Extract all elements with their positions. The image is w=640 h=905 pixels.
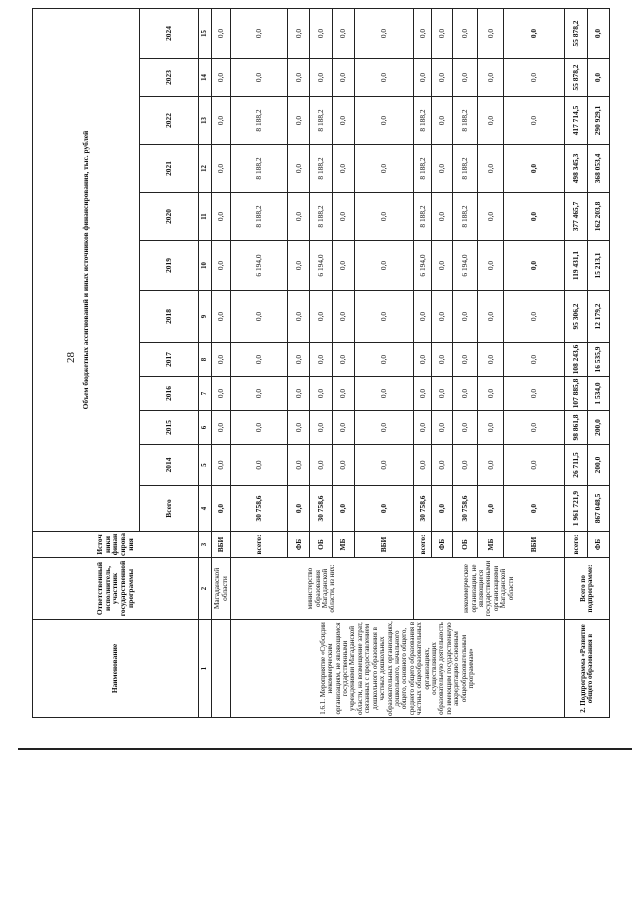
value-cell: 0,0: [504, 145, 565, 193]
year-header: 2014: [139, 445, 198, 486]
subprogram-executor: Всего по подпрограмме:: [565, 558, 610, 620]
value-cell: 0,0: [332, 445, 354, 486]
value-cell: 0,0: [211, 241, 230, 291]
value-cell: 8 188,2: [310, 145, 332, 193]
value-cell: 6 194,0: [413, 241, 431, 291]
table-row: [565, 9, 587, 718]
value-cell: 0,0: [354, 59, 413, 97]
value-cell: 107 885,8: [565, 377, 587, 411]
value-cell: 0,0: [413, 343, 431, 377]
source-cell: ФБ: [287, 532, 309, 558]
source-cell: ВБИ: [504, 532, 565, 558]
value-cell: 0,0: [432, 486, 453, 532]
value-cell: 200,0: [587, 411, 609, 445]
value-cell: 0,0: [477, 343, 503, 377]
value-cell: 0,0: [453, 343, 477, 377]
value-cell: 0,0: [432, 411, 453, 445]
value-cell: 8 188,2: [413, 97, 431, 145]
value-cell: 119 431,1: [565, 241, 587, 291]
year-header: 2022: [139, 97, 198, 145]
value-cell: 0,0: [504, 59, 565, 97]
source-cell: ФБ: [587, 532, 609, 558]
year-header: 2019: [139, 241, 198, 291]
budget-table: [32, 8, 610, 718]
value-cell: 0,0: [432, 97, 453, 145]
value-cell: 200,0: [587, 445, 609, 486]
value-cell: 0,0: [231, 377, 288, 411]
value-cell: 0,0: [477, 486, 503, 532]
value-cell: 0,0: [453, 9, 477, 59]
value-cell: 0,0: [432, 145, 453, 193]
year-header: 2015: [139, 411, 198, 445]
value-cell: 0,0: [413, 377, 431, 411]
executor-ministry: министерство образования Магаданской области, из них:: [231, 558, 414, 620]
value-cell: 0,0: [231, 445, 288, 486]
value-cell: 0,0: [504, 291, 565, 343]
value-cell: 0,0: [354, 145, 413, 193]
value-cell: 0,0: [477, 377, 503, 411]
value-cell: 0,0: [504, 97, 565, 145]
value-cell: 0,0: [231, 59, 288, 97]
value-cell: 0,0: [432, 59, 453, 97]
source-cell: МБ: [332, 532, 354, 558]
value-cell: 0,0: [504, 445, 565, 486]
value-cell: 0,0: [231, 343, 288, 377]
value-cell: 0,0: [287, 59, 309, 97]
value-cell: 26 711,5: [565, 445, 587, 486]
name-cell-empty: [211, 620, 230, 718]
value-cell: 0,0: [432, 193, 453, 241]
value-cell: 95 306,2: [565, 291, 587, 343]
value-cell: 0,0: [477, 97, 503, 145]
value-cell: 0,0: [477, 445, 503, 486]
value-cell: 0,0: [453, 445, 477, 486]
column-number: 14: [198, 59, 211, 97]
subprogram-name: 2. Подпрограмма «Развитие общего образования в: [565, 620, 610, 718]
value-cell: 0,0: [287, 377, 309, 411]
value-cell: 0,0: [287, 445, 309, 486]
value-cell: 0,0: [310, 411, 332, 445]
column-number: 7: [198, 377, 211, 411]
value-cell: 0,0: [287, 241, 309, 291]
value-cell: 0,0: [432, 377, 453, 411]
column-number: 2: [198, 558, 211, 620]
value-cell: 0,0: [477, 291, 503, 343]
column-number: 11: [198, 193, 211, 241]
value-cell: 0,0: [504, 343, 565, 377]
value-cell: 0,0: [354, 241, 413, 291]
value-cell: 8 188,2: [231, 145, 288, 193]
value-cell: 0,0: [453, 411, 477, 445]
value-cell: 30 758,6: [453, 486, 477, 532]
value-cell: 417 714,5: [565, 97, 587, 145]
year-header: 2016: [139, 377, 198, 411]
value-cell: 0,0: [354, 377, 413, 411]
page-number: 28: [65, 352, 77, 363]
source-cell: ВБИ: [354, 532, 413, 558]
value-cell: 0,0: [332, 343, 354, 377]
value-cell: 8 188,2: [413, 145, 431, 193]
source-cell: ФБ: [432, 532, 453, 558]
value-cell: 0,0: [432, 241, 453, 291]
value-cell: 0,0: [287, 486, 309, 532]
value-cell: 0,0: [504, 193, 565, 241]
table-row: [231, 9, 288, 718]
value-cell: 0,0: [310, 445, 332, 486]
value-cell: 0,0: [310, 377, 332, 411]
value-cell: 0,0: [211, 291, 230, 343]
value-cell: 0,0: [477, 241, 503, 291]
rotated-table-container: [32, 9, 610, 718]
value-cell: 368 053,4: [587, 145, 609, 193]
value-cell: 30 758,6: [310, 486, 332, 532]
value-cell: 15 213,1: [587, 241, 609, 291]
value-cell: 0,0: [413, 291, 431, 343]
source-cell: ОБ: [310, 532, 332, 558]
value-cell: 0,0: [310, 9, 332, 59]
measure-name: 1.6.1. Мероприятие «Субсидии некоммерческим организациям, не являющимся государственными учреждениями Магаданской области, на возмещение затрат, связанных с предоставлением дошкольного образования в частных дошкольных образовательных организациях, дошкольного, начального общего, основного общего, среднего общего образования в частных общеобразовательных организациях, осуществляющих образовательную деятельность по имеющим государственную аккредитацию основным общеобразовательным программам»: [231, 620, 565, 718]
value-cell: 0,0: [211, 97, 230, 145]
value-cell: 0,0: [287, 343, 309, 377]
value-cell: 8 188,2: [413, 193, 431, 241]
value-cell: 0,0: [354, 97, 413, 145]
value-cell: 8 188,2: [310, 97, 332, 145]
value-cell: 0,0: [354, 343, 413, 377]
value-cell: 0,0: [287, 411, 309, 445]
column-number-row: [198, 9, 211, 718]
value-cell: 0,0: [354, 411, 413, 445]
value-cell: 1 961 721,9: [565, 486, 587, 532]
value-cell: 0,0: [354, 193, 413, 241]
year-header: 2024: [139, 9, 198, 59]
value-cell: 0,0: [587, 9, 609, 59]
value-cell: 0,0: [332, 377, 354, 411]
value-cell: 0,0: [504, 486, 565, 532]
value-cell: 8 188,2: [231, 97, 288, 145]
column-number: 3: [198, 532, 211, 558]
value-cell: 0,0: [477, 193, 503, 241]
source-cell: ОБ: [453, 532, 477, 558]
value-cell: 0,0: [211, 411, 230, 445]
value-cell: 0,0: [432, 343, 453, 377]
value-cell: 377 465,7: [565, 193, 587, 241]
value-cell: 0,0: [211, 445, 230, 486]
value-cell: 867 048,5: [587, 486, 609, 532]
value-cell: 0,0: [211, 343, 230, 377]
value-cell: 0,0: [287, 145, 309, 193]
source-cell: ВБИ: [211, 532, 230, 558]
executor-cell: Магаданской области: [211, 558, 230, 620]
value-cell: 0,0: [287, 193, 309, 241]
value-cell: 0,0: [453, 59, 477, 97]
value-cell: 6 194,0: [310, 241, 332, 291]
value-cell: 0,0: [332, 97, 354, 145]
value-cell: 0,0: [332, 145, 354, 193]
value-cell: 0,0: [287, 97, 309, 145]
value-cell: 0,0: [477, 59, 503, 97]
year-header: 2021: [139, 145, 198, 193]
value-cell: 16 535,9: [587, 343, 609, 377]
value-cell: 108 243,6: [565, 343, 587, 377]
value-cell: 55 878,2: [565, 9, 587, 59]
table-row: [211, 9, 230, 718]
column-number: 1: [198, 620, 211, 718]
value-cell: 6 194,0: [453, 241, 477, 291]
header-source: Источ ники финан сирова ния: [33, 532, 199, 558]
value-cell: 498 345,3: [565, 145, 587, 193]
value-cell: 0,0: [332, 411, 354, 445]
value-cell: 0,0: [413, 9, 431, 59]
value-cell: 0,0: [211, 486, 230, 532]
value-cell: 12 179,2: [587, 291, 609, 343]
value-cell: 0,0: [504, 377, 565, 411]
value-cell: 0,0: [332, 291, 354, 343]
value-cell: 0,0: [354, 445, 413, 486]
value-cell: 0,0: [432, 9, 453, 59]
value-cell: 0,0: [504, 411, 565, 445]
value-cell: 0,0: [211, 377, 230, 411]
value-cell: 0,0: [231, 291, 288, 343]
value-cell: 8 188,2: [453, 193, 477, 241]
value-cell: 0,0: [477, 9, 503, 59]
value-cell: 0,0: [231, 9, 288, 59]
column-number: 8: [198, 343, 211, 377]
column-number: 10: [198, 241, 211, 291]
value-cell: 0,0: [504, 9, 565, 59]
column-number: 5: [198, 445, 211, 486]
value-cell: 0,0: [413, 445, 431, 486]
column-number: 12: [198, 145, 211, 193]
value-cell: 98 861,8: [565, 411, 587, 445]
column-number: 13: [198, 97, 211, 145]
value-cell: 8 188,2: [453, 145, 477, 193]
column-number: 6: [198, 411, 211, 445]
value-cell: 0,0: [211, 59, 230, 97]
value-cell: 30 758,6: [413, 486, 431, 532]
source-cell: всего:: [231, 532, 288, 558]
value-cell: 0,0: [332, 193, 354, 241]
table-row: [413, 9, 431, 718]
source-cell: МБ: [477, 532, 503, 558]
year-header: 2023: [139, 59, 198, 97]
executor-nko: некоммерческие организации, не являющиеся государственными организациями Магаданской области: [413, 558, 564, 620]
value-cell: 0,0: [211, 9, 230, 59]
value-cell: 0,0: [453, 291, 477, 343]
value-cell: 8 188,2: [453, 97, 477, 145]
value-cell: 55 878,2: [565, 59, 587, 97]
column-number: 15: [198, 9, 211, 59]
value-cell: 0,0: [453, 377, 477, 411]
value-cell: 0,0: [432, 445, 453, 486]
header-volume: Объем бюджетных ассигнований и иных источников финансирования, тыс. рублей: [33, 9, 140, 532]
value-cell: 0,0: [413, 411, 431, 445]
column-number: 4: [198, 486, 211, 532]
value-cell: 0,0: [332, 241, 354, 291]
year-header: 2020: [139, 193, 198, 241]
value-cell: 0,0: [332, 9, 354, 59]
value-cell: 0,0: [287, 9, 309, 59]
value-cell: 0,0: [310, 343, 332, 377]
value-cell: 290 929,1: [587, 97, 609, 145]
value-cell: 6 194,0: [231, 241, 288, 291]
value-cell: 30 758,6: [231, 486, 288, 532]
value-cell: 0,0: [477, 145, 503, 193]
value-cell: 8 188,2: [231, 193, 288, 241]
value-cell: 0,0: [211, 145, 230, 193]
value-cell: 0,0: [332, 59, 354, 97]
year-header: 2018: [139, 291, 198, 343]
value-cell: 0,0: [211, 193, 230, 241]
value-cell: 162 203,8: [587, 193, 609, 241]
year-header: 2017: [139, 343, 198, 377]
value-cell: 0,0: [287, 291, 309, 343]
value-cell: 0,0: [332, 486, 354, 532]
value-cell: 0,0: [413, 59, 431, 97]
value-cell: 0,0: [354, 9, 413, 59]
value-cell: 0,0: [504, 241, 565, 291]
value-cell: 0,0: [354, 291, 413, 343]
value-cell: 8 188,2: [310, 193, 332, 241]
value-cell: 0,0: [587, 59, 609, 97]
value-cell: 0,0: [432, 291, 453, 343]
value-cell: 0,0: [231, 411, 288, 445]
source-cell: всего:: [565, 532, 587, 558]
value-cell: 0,0: [310, 59, 332, 97]
page-divider-line: [18, 748, 632, 750]
value-cell: 0,0: [477, 411, 503, 445]
value-cell: 0,0: [354, 486, 413, 532]
column-number: 9: [198, 291, 211, 343]
source-cell: всего:: [413, 532, 431, 558]
header-executor: Ответственный исполнитель, участник государственной программы: [33, 558, 199, 620]
value-cell: 0,0: [310, 291, 332, 343]
year-header: Всего: [139, 486, 198, 532]
value-cell: 1 534,0: [587, 377, 609, 411]
header-name: Наименование: [33, 620, 199, 718]
